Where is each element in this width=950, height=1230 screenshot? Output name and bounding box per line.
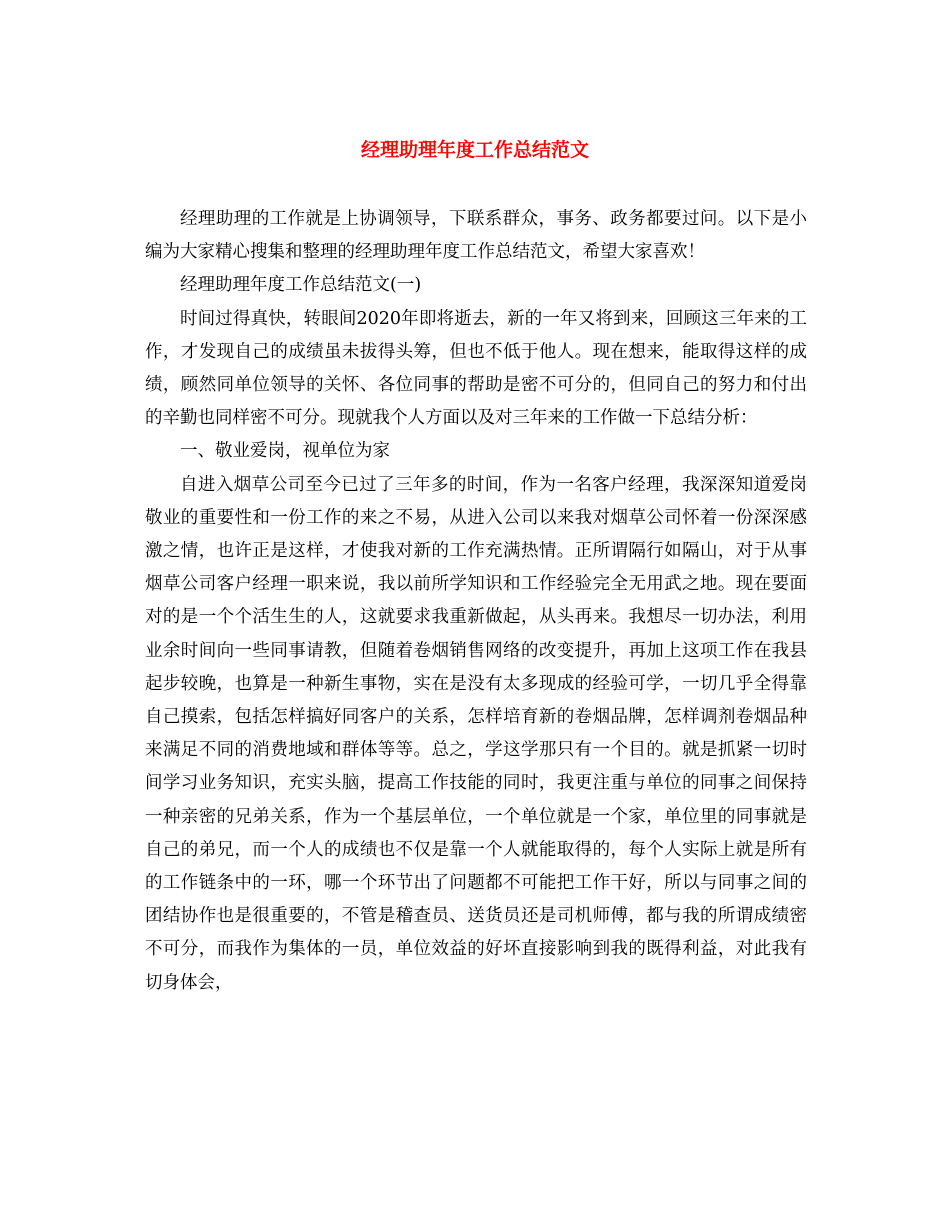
intro-paragraph: 经理助理的工作就是上协调领导，下联系群众，事务、政务都要过问。以下是小编为大家精心搜集和整理的经理助理年度工作总结范文，希望大家喜欢！ [145,209,807,263]
section-heading-dedication: 一、敬业爱岗，视单位为家 [180,441,390,462]
body-paragraph: 时间过得真快，转眼间2020年即将逝去，新的一年又将到来，回顾这三年来的工作，才发现自己的成绩虽未拔得头筹，但也不低于他人。现在想来，能取得这样的成绩，顾然同单位领导的关怀、各位同事的帮助是密不可分的，但同自己的努力和付出的辛勤也同样密不可分。现就我个人方面以及对三年来的工作做一下总结分析： [145,308,807,429]
section-heading-sample-one: 经理助理年度工作总结范文(一) [180,275,422,296]
document-body [145,203,807,1000]
document-title: 经理助理年度工作总结范文 [360,139,589,161]
body-paragraph: 自进入烟草公司至今已过了三年多的时间，作为一名客户经理，我深深知道爱岗敬业的重要性和一份工作的来之不易，从进入公司以来我对烟草公司怀着一份深深感激之情，也许正是这样，才使我对新的工作充满热情。正所谓隔行如隔山，对于从事烟草公司客户经理一职来说，我以前所学知识和工作经验完全无用武之地。现在要面对的是一个个活生生的人，这就要求我重新做起，从头再来。我想尽一切办法，利用业余时间向一些同事请教，但随着卷烟销售网络的改变提升，再加上这项工作在我县起步较晚，也算是一种新生事物，实在是没有太多现成的经验可学，一切几乎全得靠自己摸索，包括怎样搞好同客户的关系，怎样培育新的卷烟品牌，怎样调剂卷烟品种来满足不同的消费地域和群体等等。总之，学这学那只有一个目的。就是抓紧一切时间学习业务知识，充实头脑，提高工作技能的同时，我更注重与单位的同事之间保持一种亲密的兄弟关系，作为一个基层单位，一个单位就是一个家，单位里的同事就是自己的弟兄，而一个人的成绩也不仅是靠一个人就能取得的，每个人实际上就是所有的工作链条中的一环，哪一个环节出了问题都不可能把工作干好，所以与同事之间的团结协作也是很重要的，不管是稽查员、送货员还是司机师傅，都与我的所谓成绩密不可分，而我作为集体的一员，单位效益的好坏直接影响到我的既得利益，对此我有切身体会， [145,474,807,993]
